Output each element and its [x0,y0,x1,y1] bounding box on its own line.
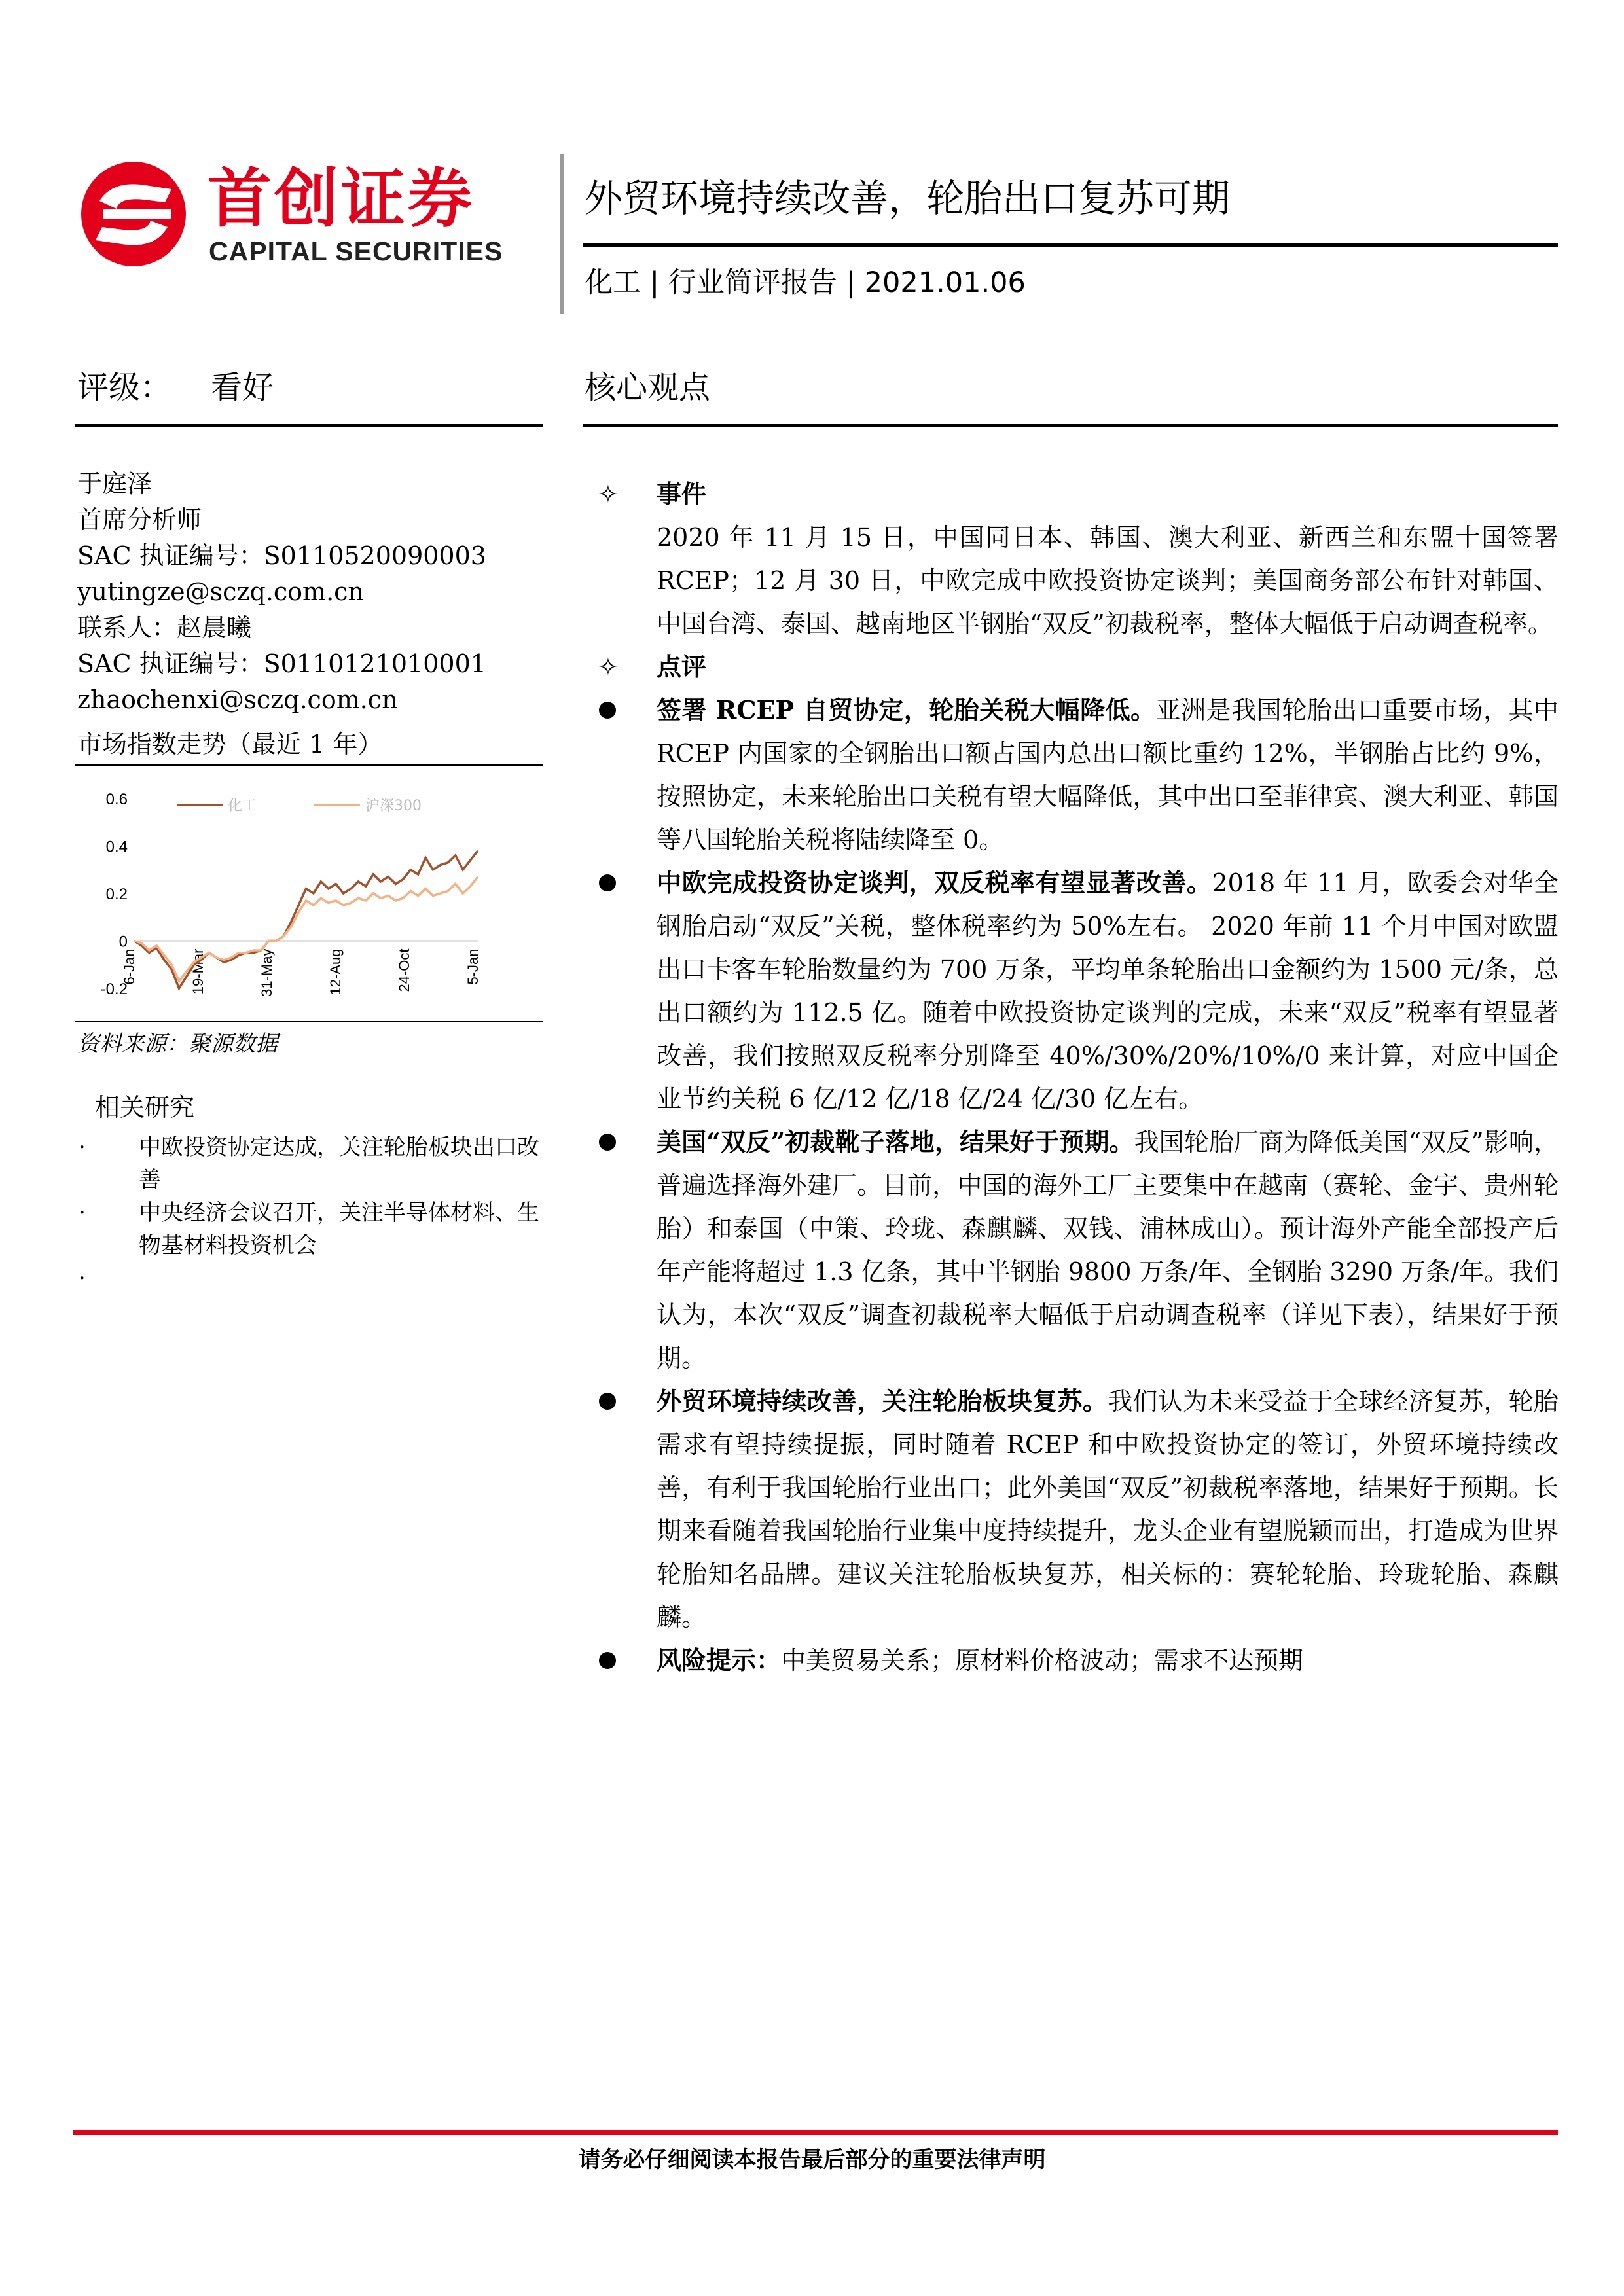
report-meta: 化工 | 行业简评报告 | 2021.01.06 [585,266,1026,299]
bullet-text: 中美贸易关系；原材料价格波动；需求不达预期 [781,1646,1304,1675]
rating [77,368,274,407]
x-tick-label: 19-Mar [190,948,206,995]
x-tick-label: 31-May [259,948,275,997]
analyst-sac: SAC 执证编号：S0110520090003 [77,541,486,570]
bullet-heading: 风险提示： [657,1645,782,1675]
chart-top-rule [75,764,543,766]
event-title: 事件 [657,479,707,509]
rating-rule [75,424,543,427]
review-title: 点评 [657,652,707,681]
related-bullet: · [79,1265,86,1291]
bullet-dot-icon [599,702,616,719]
related-item [79,1262,550,1295]
related-item[interactable] [79,1131,550,1196]
review-bullet [585,1121,1559,1380]
bullet-dot-icon [599,1393,616,1410]
analyst-email[interactable]: yutingze@sczq.com.cn [77,577,364,606]
x-tick-label: 6-Jan [121,948,137,985]
legend-label: 化工 [228,798,257,814]
header-divider [560,154,564,314]
diamond-icon: ✧ [598,653,619,681]
brand-name-en: CAPITAL SECURITIES [209,236,503,266]
bullet-heading: 中欧完成投资协定谈判，双反税率有望显著改善。 [657,868,1212,897]
diamond-icon: ✧ [598,480,619,509]
brand-name-cn: 首创证券 [208,162,475,236]
report-title: 外贸环境持续改善，轮胎出口复苏可期 [585,176,1231,221]
x-tick-label: 12-Aug [327,948,344,996]
rating-label: 评级： [77,369,172,406]
related-bullet: · [79,1134,86,1160]
legend-label: 沪深300 [365,798,422,814]
bullet-text: 我国轮胎厂商为降低美国“双反”影响，普遍选择海外建厂。目前，中国的海外工厂主要集中在越南（赛轮、金宇、贵州轮胎）和泰国（中策、玲珑、森麒麟、双钱、浦林成山）。预计海外产能全部投产后年产能将超过 1.3 亿条，其中半钢胎 9800 万条/年、全钢胎 3290 万条/年。我们认为，本次“双反”调查初裁税率大幅低于启动调查税率（详见下表），结果好于预期。 [657,1128,1559,1372]
y-tick-label: 0.2 [105,886,128,903]
review-bullet [585,689,1559,861]
contact-sac: SAC 执证编号：S0110121010001 [77,649,486,678]
bullet-text: 我们认为未来受益于全球经济复苏，轮胎需求有望持续提振，同时随着 RCEP 和中欧投资协定的签订，外贸环境持续改善，有利于我国轮胎行业出口；此外美国“双反”初裁税率落地，结果好于预期。长期来看随着我国轮胎行业集中度持续提升，龙头企业有望脱颖而出，打造成为世界轮胎知名品牌。建议关注轮胎板块复苏，相关标的：赛轮轮胎、玲珑轮胎、森麒麟。 [657,1387,1559,1632]
bullet-dot-icon [599,874,616,891]
chart-source: 资料来源：聚源数据 [77,1031,278,1057]
review-bullet [585,861,1559,1121]
related-item-text: 中欧投资协定达成，关注轮胎板块出口改善 [139,1134,539,1193]
related-bullet: · [79,1200,86,1226]
title-rule [583,243,1558,247]
market-index-chart [75,769,543,1021]
x-tick-label: 5-Jan [465,948,481,985]
bullet-heading: 签署 RCEP 自贸协定，轮胎关税大幅降低。 [657,695,1156,725]
review-bullet [585,1380,1559,1639]
bullet-heading: 外贸环境持续改善，关注轮胎板块复苏。 [657,1386,1108,1416]
related-item-text: 中央经济会议召开，关注半导体材料、生物基材料投资机会 [139,1200,539,1259]
chart-bottom-rule [75,1021,543,1022]
bullet-dot-icon [599,1652,616,1669]
y-tick-label: 0.4 [105,838,128,856]
bullet-text: 2018 年 11 月，欧委会对华全钢胎启动“双反”关税，整体税率约为 50%左右。 2020 年前 11 个月中国对欧盟出口卡客车轮胎数量约为 700 万条，平均单条轮胎出口金额约为 1500 元/条，总出口额约为 112.5 亿。随着中欧投资协定谈判的完成，未来“双反”税率有望显著改善，我们按照双反税率分别降至 40%/30%/20%/10%/0 来计算，对应中国企业节约关税 6 亿/12 亿/18 亿/24 亿/30 亿左右。 [657,869,1559,1113]
contact-email[interactable]: zhaochenxi@sczq.com.cn [77,685,398,714]
related-research-title: 相关研究 [95,1093,195,1122]
y-tick-label: 0 [118,933,128,951]
logo-emblem-icon [73,160,198,272]
footer-rule [73,2130,1558,2135]
series-line-hs300 [134,877,478,982]
rating-value: 看好 [211,369,274,406]
bullet-text: 亚洲是我国轮胎出口重要市场，其中 RCEP 内国家的全钢胎出口额占国内总出口额比重约 12%，半钢胎占比约 9%，按照协定，未来轮胎出口关税有望大幅降低，其中出口至菲律宾、澳大利亚、韩国等八国轮胎关税将陆续降至 0。 [657,696,1559,854]
event-heading [585,473,1559,516]
core-views-title: 核心观点 [585,369,711,406]
chart-label: 市场指数走势（最近 1 年） [77,730,383,759]
legal-notice: 请务必仔细阅读本报告最后部分的重要法律声明 [578,2147,1046,2173]
core-views-rule [583,424,1558,427]
contact-name: 联系人：赵晨曦 [77,613,252,642]
related-item[interactable] [79,1196,550,1262]
y-tick-label: 0.6 [105,791,128,808]
review-heading [585,645,1559,689]
bullet-heading: 美国“双反”初裁靴子落地，结果好于预期。 [657,1127,1134,1157]
core-views-body [585,473,1559,1682]
review-bullet [585,1639,1559,1682]
bullet-dot-icon [599,1134,616,1151]
company-logo [73,160,532,272]
event-text: 2020 年 11 月 15 日，中国同日本、韩国、澳大利亚、新西兰和东盟十国签署 RCEP；12 月 30 日，中欧完成中欧投资协定谈判；美国商务部公布针对韩国、中国台湾、泰国、越南地区半钢胎“双反”初裁税率，整体大幅低于启动调查税率。 [657,523,1559,638]
y-tick-label: -0.2 [100,980,128,998]
series-line-chemical [134,851,478,988]
analyst-title: 首席分析师 [77,505,202,534]
x-tick-label: 24-Oct [396,948,412,992]
analyst-name: 于庭泽 [77,469,153,498]
